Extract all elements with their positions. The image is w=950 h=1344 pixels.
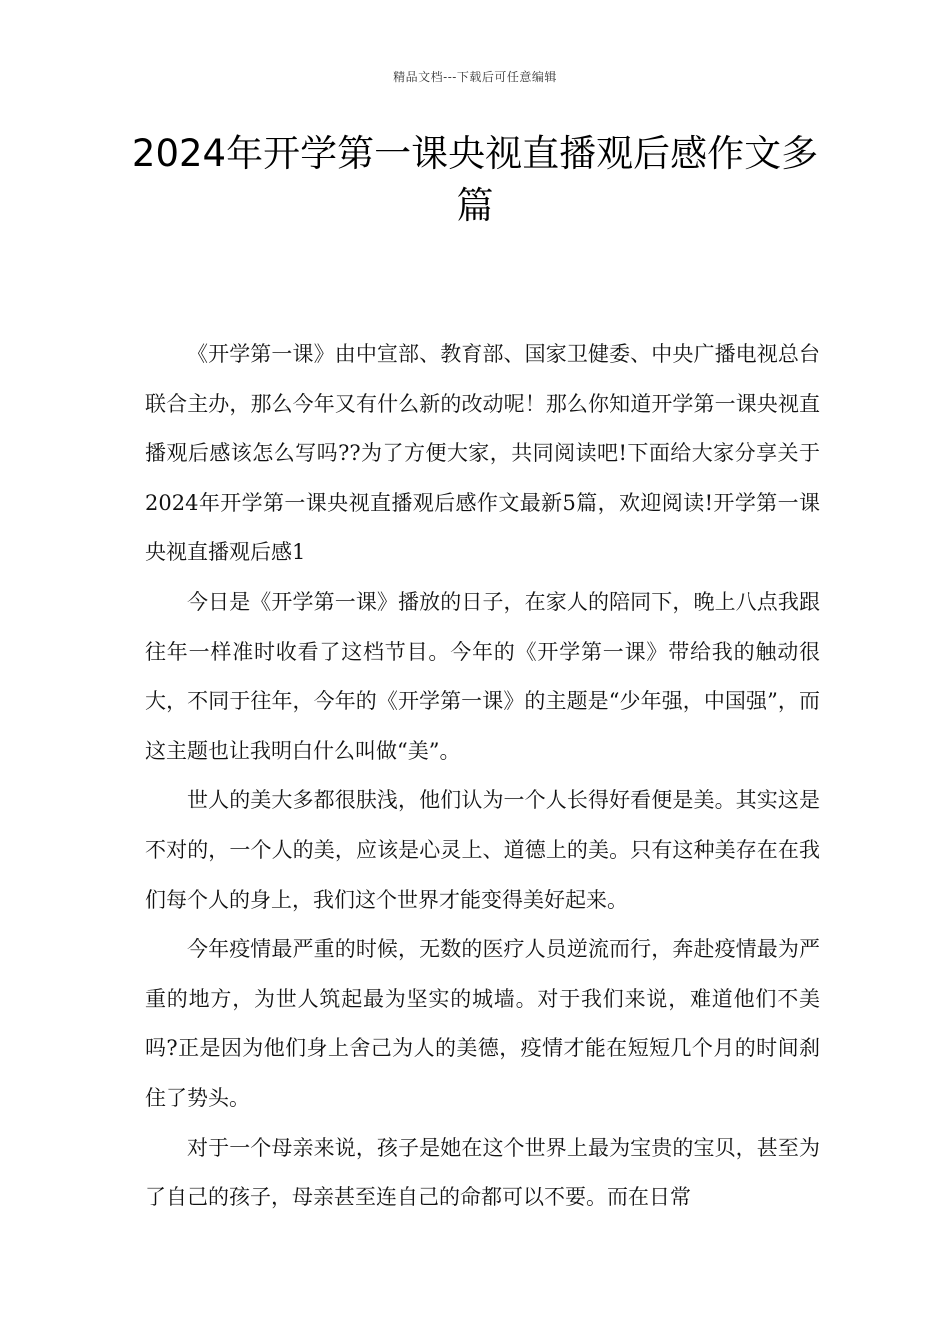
paragraph: 对于一个母亲来说，孩子是她在这个世界上最为宝贵的宝贝，甚至为了自己的孩子，母亲甚至连自己的命都可以不要。而在日常	[145, 1135, 820, 1210]
document-body	[145, 330, 820, 1223]
header-note: 精品文档---下载后可任意编辑	[393, 70, 557, 84]
paragraph: 《开学第一课》由中宣部、教育部、国家卫健委、中央广播电视总台联合主办，那么今年又有什么新的改动呢！那么你知道开学第一课央视直播观后感该怎么写吗??为了方便大家，共同阅读吧!下面给大家分享关于2024年开学第一课央视直播观后感作文最新5篇，欢迎阅读!开学第一课央视直播观后感1	[145, 342, 820, 565]
paragraph: 今日是《开学第一课》播放的日子，在家人的陪同下，晚上八点我跟往年一样准时收看了这档节目。今年的《开学第一课》带给我的触动很大，不同于往年，今年的《开学第一课》的主题是“少年强，中国强”，而这主题也让我明白什么叫做“美”。	[145, 589, 820, 763]
paragraph: 世人的美大多都很肤浅，他们认为一个人长得好看便是美。其实这是不对的，一个人的美，应该是心灵上、道德上的美。只有这种美存在在我们每个人的身上，我们这个世界才能变得美好起来。	[145, 788, 820, 912]
document-title: 2024年开学第一课央视直播观后感作文多篇	[131, 132, 819, 227]
paragraph: 今年疫情最严重的时候，无数的医疗人员逆流而行，奔赴疫情最为严重的地方，为世人筑起最为坚实的城墙。对于我们来说，难道他们不美吗?正是因为他们身上舍己为人的美德，疫情才能在短短几个月的时间刹住了势头。	[145, 937, 820, 1110]
